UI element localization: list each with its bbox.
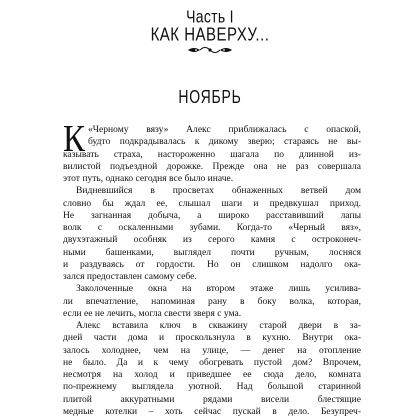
text-line: ными башенками, выглядел почти ручным, лосняся xyxy=(63,246,361,258)
text-line: Видневшийся в просветах обнаженных ветвей дом xyxy=(76,185,361,197)
text-line: зался предоставлен самому себе. xyxy=(63,271,197,282)
text-line: «Черному вязу» Алекс приближалась с опаской, xyxy=(88,124,361,135)
text-line: несмотря на холод и приведшее ее сюда дело, комната xyxy=(63,369,361,380)
decorative-flourish-icon xyxy=(186,44,234,56)
text-line: ли впечатление, напоминая рану в боку волка, которая, xyxy=(63,295,361,307)
part-subtitle: КАК НАВЕРХУ... xyxy=(150,24,270,46)
text-line: казывать страха, настороженно шагала по длинной из- xyxy=(63,148,361,160)
text-line: и раздуваясь от гордости. Но он слишком надолго ока- xyxy=(63,258,361,270)
text-line: не было. Да и к чему обогревать пустой дом? Впрочем, xyxy=(63,356,361,368)
text-line: будто подкрадывалась к дикому зверю; стараясь не вы- xyxy=(88,136,361,148)
text-line: вилистой подъездной дорожке. Прежде она не раз совершала xyxy=(63,160,361,172)
text-line: если ее не лечить, могла свести зверя с ума. xyxy=(63,307,242,319)
chapter-title: НОЯБРЬ xyxy=(178,86,242,107)
text-line: залось холоднее, чем на улице, — денег на отопление xyxy=(63,344,361,356)
text-line: плитой аккуратными рядами висели блестящие xyxy=(63,393,361,405)
text-line: медные котелки – хоть сейчас пускай в дело. Безупреч- xyxy=(63,405,361,417)
drop-cap: К xyxy=(63,118,86,161)
text-line: волк с оскаленными зубами. Когда-то «Черный вяз», xyxy=(63,222,361,233)
text-line: словно бы ждал ее, слышал шаги и предвкушал приход. xyxy=(63,197,361,209)
text-line: двухэтажный особняк из серого камня с остроконеч- xyxy=(63,234,361,246)
text-line: Заколоченные окна на втором этаже лишь усилива- xyxy=(76,283,361,295)
text-line: Не загнанная добыча, а широко расставивший лапы xyxy=(63,209,361,221)
part-title: Часть I xyxy=(186,6,234,26)
text-line: Алекс вставила ключ в скважину старой двери в за- xyxy=(76,320,361,331)
text-line: этот путь, однако сегодня все было иначе. xyxy=(63,173,234,184)
text-line: дней части дома и проскользнула в кухню. Внутри ока- xyxy=(63,332,361,344)
text-line: по-прежнему выглядела уютной. Над большой старинной xyxy=(63,381,361,393)
